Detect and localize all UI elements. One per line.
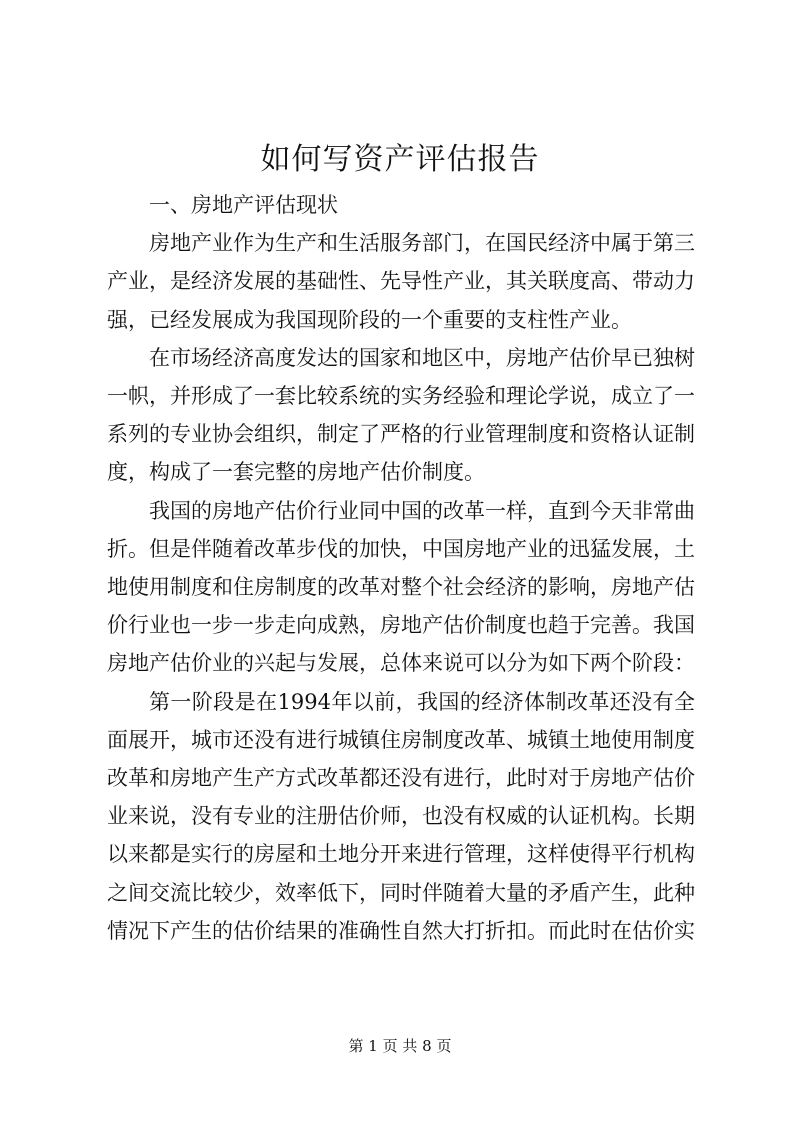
- section-heading: 一、房地产评估现状: [149, 193, 338, 217]
- page-footer: 第 1 页 共 8 页: [348, 1037, 452, 1055]
- paragraph-4: 第一阶段是在1994年以前，我国的经济体制改革还没有全面展开，城市还没有进行城镇住房制度改革、城镇土地使用制度改革和房地产生产方式改革都还没有进行，此时对于房地产估价业来说，没有专业的注册估价师，也没有权威的认证机构。长期以来都是实行的房屋和土地分开来进行管理，这样使得平行机构之间交流比较少，效率低下，同时伴随着大量的矛盾产生，此种情况下产生的估价结果的准确性自然大打折扣。而此时在估价实: [107, 689, 695, 943]
- paragraph-3: 我国的房地产估价行业同中国的改革一样，直到今天非常曲折。但是伴随着改革步伐的加快，中国房地产业的迅猛发展，土地使用制度和住房制度的改革对整个社会经济的影响，房地产估价行业也一步一步走向成熟，房地产估价制度也趋于完善。我国房地产估价业的兴起与发展，总体来说可以分为如下两个阶段：: [107, 498, 695, 676]
- document-body: [107, 186, 695, 950]
- document-title: 如何写资产评估报告: [260, 142, 540, 177]
- paragraph-1: 房地产业作为生产和生活服务部门，在国民经济中属于第三产业，是经济发展的基础性、先导性产业，其关联度高、带动力强，已经发展成为我国现阶段的一个重要的支柱性产业。: [107, 231, 695, 332]
- paragraph-2: 在市场经济高度发达的国家和地区中，房地产估价早已独树一帜，并形成了一套比较系统的实务经验和理论学说，成立了一系列的专业协会组织，制定了严格的行业管理制度和资格认证制度，构成了一套完整的房地产估价制度。: [107, 345, 695, 485]
